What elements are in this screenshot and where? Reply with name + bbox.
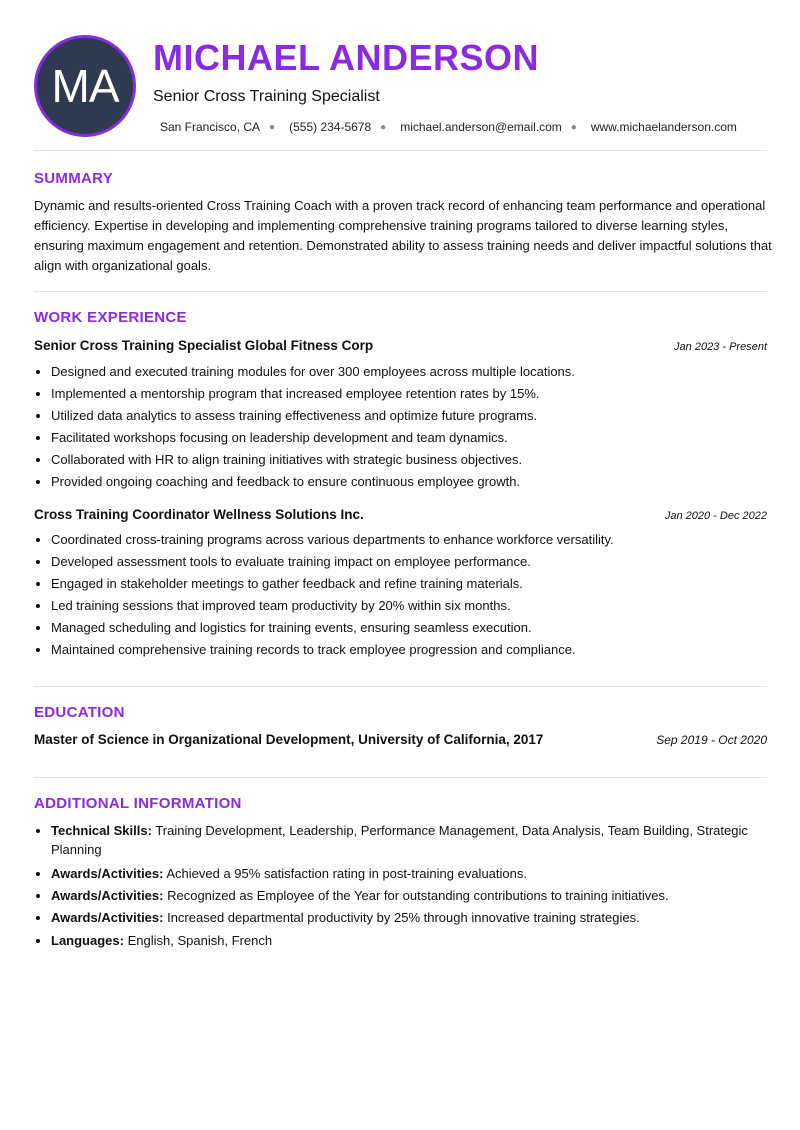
list-item	[51, 821, 784, 859]
list-item: • Implemented a mentorship program that increased employee retention rates by 15%.	[51, 383, 575, 405]
item-label: Technical Skills:	[51, 823, 152, 838]
job-bullets	[34, 529, 614, 661]
summary-text: Dynamic and results-oriented Cross Training Coach with a proven track record of enhancing team performance and operational efficiency. Expertise in developing and implementing comprehensive training programs tailored to diverse learning styles, ensuring maximum engagement and retention. Demonstrated ability to assess training needs and deliver impactful solutions that align with organizational goals.	[34, 198, 772, 273]
list-item: • Developed assessment tools to evaluate training impact on employee performance.	[51, 551, 614, 573]
item-text: Training Development, Leadership, Performance Management, Data Analysis, Team Building, Strategic Planning	[51, 823, 748, 857]
job-role: Cross Training Coordinator Wellness Solutions Inc.	[34, 507, 364, 522]
list-item: • Led training sessions that improved team productivity by 20% within six months.	[51, 595, 614, 617]
education-heading: EDUCATION	[34, 704, 125, 721]
education-degree: Master of Science in Organizational Development, University of California, 2017	[34, 732, 544, 747]
experience-heading: WORK EXPERIENCE	[34, 309, 187, 326]
avatar-initials: MA	[51, 60, 119, 112]
divider	[34, 686, 767, 687]
list-item	[51, 931, 784, 950]
job-role: Senior Cross Training Specialist Global Fitness Corp	[34, 338, 374, 353]
item-text: Increased departmental productivity by 25% through innovative training strategies.	[167, 910, 640, 925]
list-item: • Designed and executed training modules for over 300 employees across multiple locations.	[51, 361, 575, 383]
job-date: Jan 2023 - Present	[674, 341, 767, 353]
divider	[34, 777, 767, 778]
item-label: Awards/Activities:	[51, 888, 164, 903]
separator-dot-icon: ●	[570, 121, 577, 133]
list-item: • Facilitated workshops focusing on leadership development and team dynamics.	[51, 427, 575, 449]
list-item: • Utilized data analytics to assess training effectiveness and optimize future programs.	[51, 405, 575, 427]
list-item: • Collaborated with HR to align training initiatives with strategic business objectives.	[51, 449, 575, 471]
education-entry	[34, 732, 767, 747]
list-item: • Maintained comprehensive training records to track employee progression and compliance.	[51, 639, 614, 661]
separator-dot-icon: ●	[269, 121, 276, 133]
separator-dot-icon: ●	[380, 121, 387, 133]
contact-phone[interactable]: (555) 234-5678	[289, 120, 372, 134]
additional-list	[34, 821, 784, 953]
divider	[34, 150, 767, 151]
item-label: Languages:	[51, 933, 124, 948]
additional-heading: ADDITIONAL INFORMATION	[34, 795, 242, 812]
divider	[34, 291, 767, 292]
list-item: • Coordinated cross-training programs across various departments to enhance workforce versatility.	[51, 529, 614, 551]
candidate-name: MICHAEL ANDERSON	[153, 37, 540, 78]
contact-location: San Francisco, CA	[160, 120, 261, 134]
job-date: Jan 2020 - Dec 2022	[664, 510, 767, 522]
list-item: • Engaged in stakeholder meetings to gather feedback and refine training materials.	[51, 573, 614, 595]
contact-bar	[160, 120, 737, 134]
job-header	[34, 338, 767, 353]
item-label: Awards/Activities:	[51, 866, 164, 881]
job-header	[34, 507, 767, 522]
item-text: Recognized as Employee of the Year for outstanding contributions to training initiatives.	[167, 888, 669, 903]
contact-email[interactable]: michael.anderson@email.com	[400, 120, 562, 134]
contact-website[interactable]: www.michaelanderson.com	[590, 120, 737, 134]
list-item	[51, 908, 784, 927]
list-item: • Provided ongoing coaching and feedback to ensure continuous employee growth.	[51, 471, 575, 493]
summary-heading: SUMMARY	[34, 170, 114, 187]
job-bullets	[34, 361, 575, 493]
list-item	[51, 886, 784, 905]
avatar	[34, 35, 136, 137]
list-item: • Managed scheduling and logistics for training events, ensuring seamless execution.	[51, 617, 614, 639]
item-text: Achieved a 95% satisfaction rating in post-training evaluations.	[166, 866, 527, 881]
education-date: Sep 2019 - Oct 2020	[656, 733, 767, 747]
candidate-title: Senior Cross Training Specialist	[153, 88, 380, 105]
item-text: English, Spanish, French	[127, 933, 273, 948]
list-item	[51, 864, 784, 883]
item-label: Awards/Activities:	[51, 910, 164, 925]
